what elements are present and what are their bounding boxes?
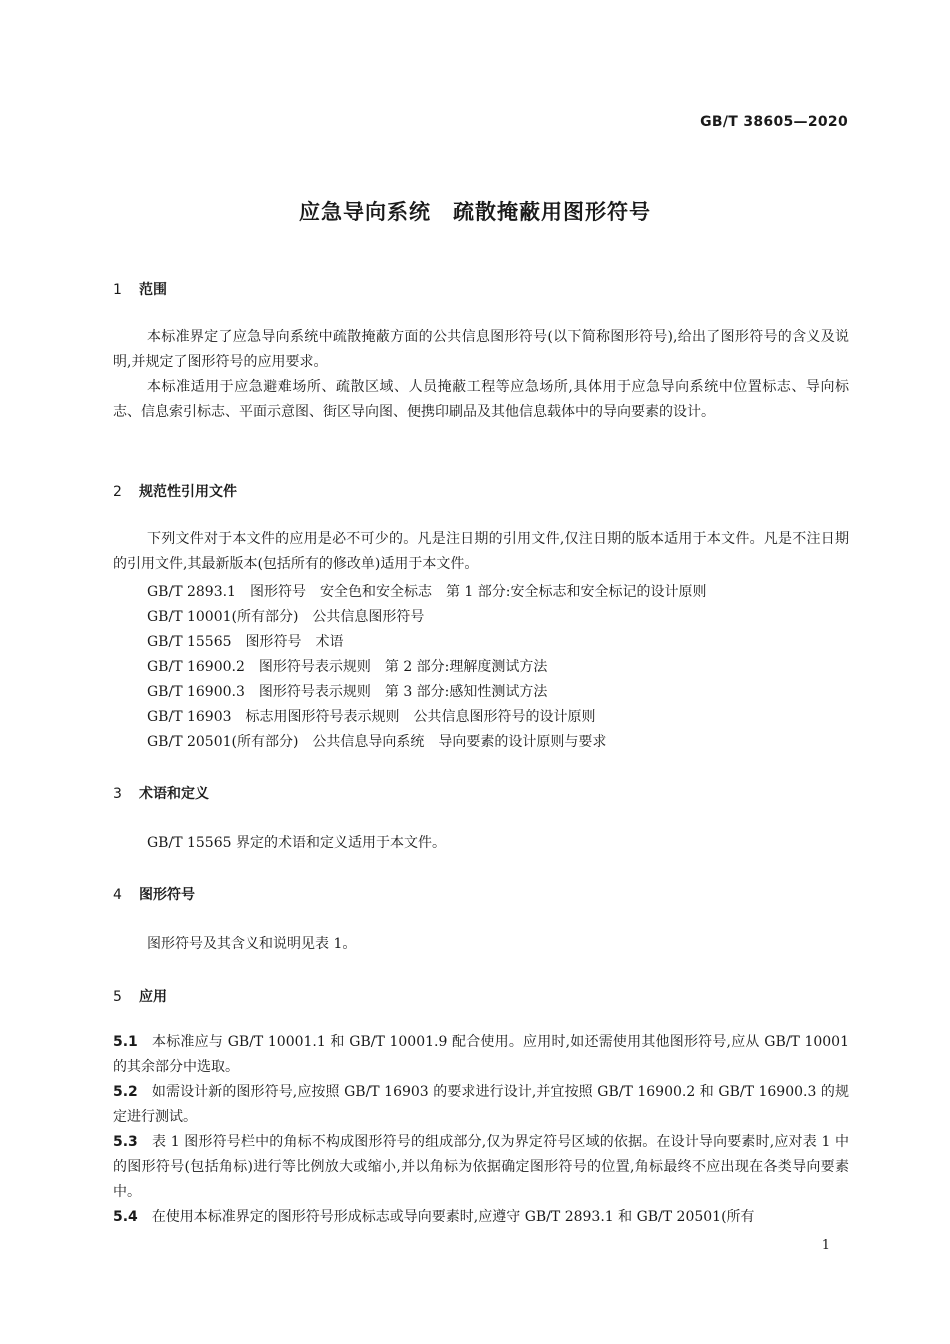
- clause-text: 表 1 图形符号栏中的角标不构成图形符号的组成部分,仅为界定符号区域的依据。在设计导向要素时,应对表 1 中的图形符号(包括角标)进行等比例放大或缩小,并以角标为依据确定图形符号的位置,角标最终不应出现在各类导向要素中。: [113, 1134, 849, 1200]
- section-4-heading: [113, 884, 195, 904]
- reference-item: GB/T 16900.3 图形符号表示规则 第 3 部分:感知性测试方法: [147, 684, 548, 700]
- section-title: 术语和定义: [139, 786, 209, 802]
- clause-text: 在使用本标准界定的图形符号形成标志或导向要素时,应遵守 GB/T 2893.1 和 GB/T 20501(所有: [151, 1209, 755, 1225]
- clause-text: 如需设计新的图形符号,应按照 GB/T 16903 的要求进行设计,并宜按照 GB/T 16900.2 和 GB/T 16900.3 的规定进行测试。: [113, 1084, 849, 1125]
- page-number: 1: [821, 1238, 830, 1253]
- clause-text: 本标准应与 GB/T 10001.1 和 GB/T 10001.9 配合使用。应用时,如还需使用其他图形符号,应从 GB/T 10001 的其余部分中选取。: [113, 1034, 849, 1075]
- clause-5-4: [113, 1205, 849, 1230]
- reference-item: GB/T 20501(所有部分) 公共信息导向系统 导向要素的设计原则与要求: [147, 734, 607, 750]
- scope-paragraph-2: 本标准适用于应急避难场所、疏散区域、人员掩蔽工程等应急场所,具体用于应急导向系统中位置标志、导向标志、信息索引标志、平面示意图、街区导向图、便携印刷品及其他信息载体中的导向要素的设计。: [113, 379, 849, 420]
- section-3-heading: [113, 783, 209, 803]
- document-title: 应急导向系统 疏散掩蔽用图形符号: [299, 200, 651, 224]
- standard-code: GB/T 38605—2020: [700, 114, 848, 130]
- section-title: 应用: [139, 989, 167, 1005]
- reference-item: GB/T 16903 标志用图形符号表示规则 公共信息图形符号的设计原则: [147, 709, 596, 725]
- clause-5-3: [113, 1130, 849, 1205]
- reference-item: GB/T 10001(所有部分) 公共信息图形符号: [147, 609, 425, 625]
- clause-number: 5.3: [113, 1134, 138, 1150]
- section-number: 5: [113, 989, 122, 1005]
- reference-item: GB/T 15565 图形符号 术语: [147, 634, 344, 650]
- normative-references-intro: 下列文件对于本文件的应用是必不可少的。凡是注日期的引用文件,仅注日期的版本适用于本文件。凡是不注日期的引用文件,其最新版本(包括所有的修改单)适用于本文件。: [113, 531, 849, 572]
- reference-item: GB/T 2893.1 图形符号 安全色和安全标志 第 1 部分:安全标志和安全标记的设计原则: [147, 584, 707, 600]
- terms-paragraph: GB/T 15565 界定的术语和定义适用于本文件。: [147, 835, 446, 851]
- reference-item: GB/T 16900.2 图形符号表示规则 第 2 部分:理解度测试方法: [147, 659, 548, 675]
- section-number: 4: [113, 887, 122, 903]
- clause-5-1: [113, 1030, 849, 1080]
- clause-number: 5.2: [113, 1084, 138, 1100]
- section-title: 范围: [139, 282, 167, 298]
- section-1-heading: [113, 279, 167, 299]
- section-5-heading: [113, 986, 167, 1006]
- section-number: 2: [113, 484, 122, 500]
- section-2-heading: [113, 481, 237, 501]
- section-number: 1: [113, 282, 122, 298]
- scope-paragraph-1: 本标准界定了应急导向系统中疏散掩蔽方面的公共信息图形符号(以下简称图形符号),给出了图形符号的含义及说明,并规定了图形符号的应用要求。: [113, 329, 849, 370]
- section-title: 规范性引用文件: [139, 484, 237, 500]
- section-number: 3: [113, 786, 122, 802]
- section-title: 图形符号: [139, 887, 195, 903]
- clause-5-2: [113, 1080, 849, 1130]
- symbols-paragraph: 图形符号及其含义和说明见表 1。: [147, 936, 357, 952]
- clause-number: 5.4: [113, 1209, 138, 1225]
- clause-number: 5.1: [113, 1034, 138, 1050]
